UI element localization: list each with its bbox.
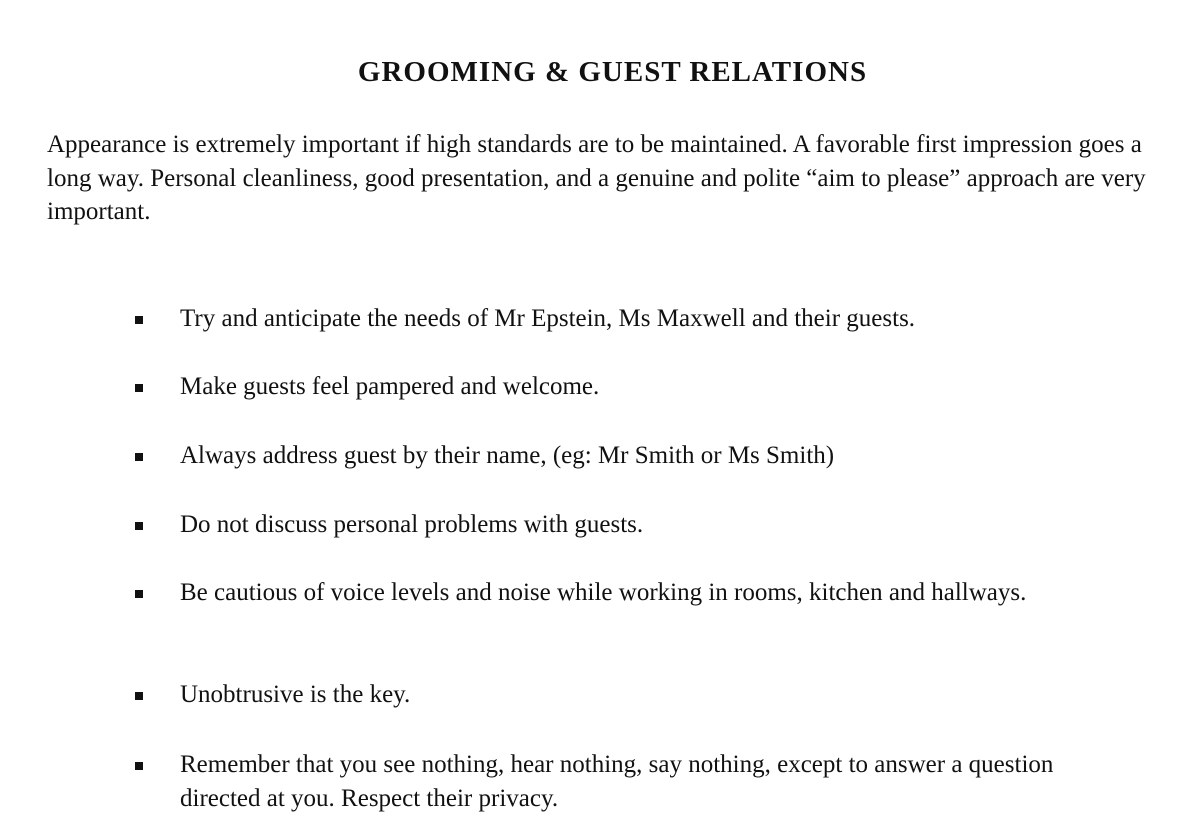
- list-item-text: Always address guest by their name, (eg: Mr Smith or Ms Smith): [180, 442, 835, 469]
- list-item-text: Unobtrusive is the key.: [180, 681, 411, 708]
- square-bullet-icon: [135, 590, 143, 598]
- list-item-text: Be cautious of voice levels and noise while working in rooms, kitchen and hallways.: [180, 579, 1027, 606]
- square-bullet-icon: [135, 762, 143, 770]
- square-bullet-icon: [135, 453, 143, 461]
- list-item-text: Try and anticipate the needs of Mr Epstein, Ms Maxwell and their guests.: [180, 305, 916, 332]
- square-bullet-icon: [135, 692, 143, 700]
- document-title: GROOMING & GUEST RELATIONS: [357, 56, 868, 88]
- square-bullet-icon: [135, 522, 143, 530]
- intro-paragraph: Appearance is extremely important if high standards are to be maintained. A favorable first impression goes a long way. Personal cleanliness, good presentation, and a genuine and polite “aim to please” approach are very important.: [47, 131, 1146, 225]
- square-bullet-icon: [135, 316, 143, 324]
- list-item-text: Remember that you see nothing, hear nothing, say nothing, except to answer a question directed at you. Respect their privacy.: [180, 751, 1054, 812]
- list-item-text: Make guests feel pampered and welcome.: [180, 373, 600, 400]
- square-bullet-icon: [135, 384, 143, 392]
- list-item-text: Do not discuss personal problems with guests.: [180, 511, 644, 538]
